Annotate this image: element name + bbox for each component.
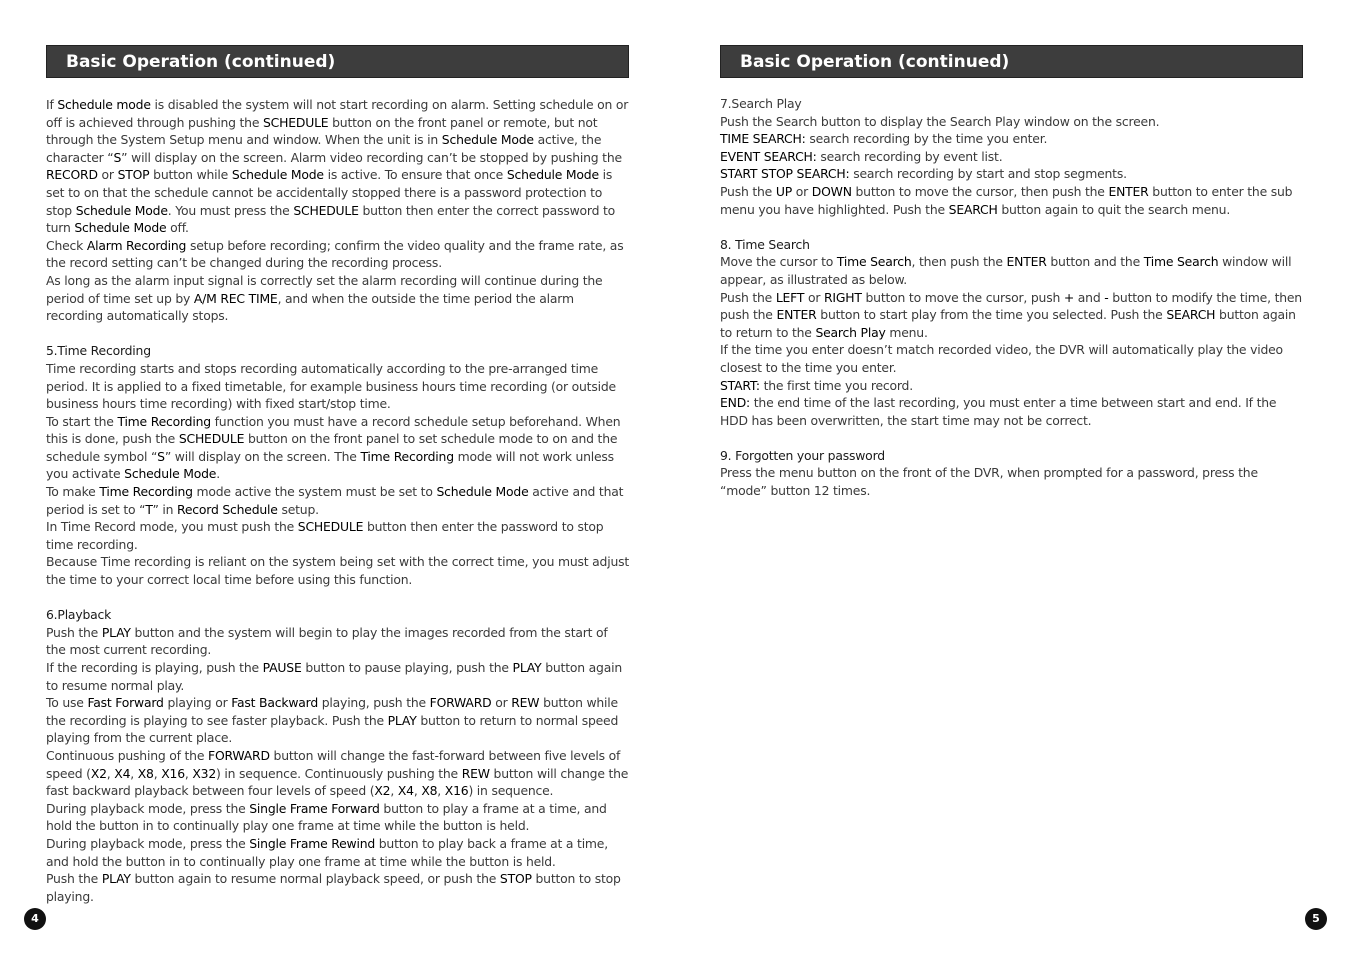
text-run: If the time you enter doesn’t match recorded video, the DVR will automatically play the video closest to the time you enter. bbox=[720, 342, 1283, 375]
text-run: , bbox=[413, 783, 422, 799]
emphasized-term: STOP bbox=[117, 167, 150, 183]
text-run: playing or bbox=[163, 695, 232, 711]
paragraph bbox=[46, 413, 631, 483]
text-run: Push the bbox=[46, 624, 102, 640]
text-run: playing, push the bbox=[318, 695, 430, 711]
emphasized-term: FORWARD bbox=[429, 695, 492, 711]
paragraph bbox=[46, 659, 631, 694]
text-run: button to play back a frame at a time, and hold the button in to continually play one frame at time while the button is held. bbox=[46, 835, 608, 869]
text-run: button to move the cursor, then push the bbox=[851, 183, 1109, 199]
paragraph bbox=[46, 237, 631, 272]
text-run: Push the bbox=[720, 289, 776, 305]
paragraph bbox=[720, 148, 1305, 166]
emphasized-term: X16 bbox=[161, 765, 185, 781]
text-run: button while the recording is playing to see faster playback. Push the bbox=[46, 695, 618, 728]
emphasized-term: UP bbox=[775, 183, 792, 199]
paragraph bbox=[46, 800, 631, 835]
section-heading bbox=[720, 447, 1305, 465]
paragraph bbox=[46, 624, 631, 659]
text-run: In Time Record mode, you must push the bbox=[46, 519, 298, 535]
paragraph bbox=[720, 289, 1305, 342]
text-run: function you must have a record schedule setup beforehand. When this is done, push the bbox=[46, 413, 621, 447]
emphasized-term: PLAY bbox=[387, 712, 417, 728]
text-run: or bbox=[804, 289, 825, 305]
text-run: If bbox=[46, 97, 58, 112]
emphasized-term: EVENT SEARCH: bbox=[720, 148, 817, 164]
text-run: , bbox=[130, 765, 138, 781]
text-run: 9. Forgotten your password bbox=[720, 447, 885, 463]
emphasized-term: X2 bbox=[90, 765, 107, 781]
paragraph bbox=[720, 253, 1305, 288]
text-run: menu. bbox=[885, 324, 928, 340]
text-run: button on the front panel to set schedule mode to on and the schedule symbol “ bbox=[46, 431, 618, 464]
paragraph bbox=[46, 272, 631, 325]
emphasized-term: X2 bbox=[374, 783, 391, 799]
emphasized-term: Schedule Mode bbox=[441, 132, 534, 148]
text-run: 6.Playback bbox=[46, 607, 112, 623]
text-run: Check bbox=[46, 237, 87, 253]
emphasized-term: Single Frame Rewind bbox=[249, 835, 376, 851]
text-run: button will change the fast-forward between five levels of speed ( bbox=[46, 747, 621, 781]
emphasized-term: Schedule Mode bbox=[231, 167, 324, 183]
paragraph bbox=[720, 341, 1305, 376]
emphasized-term: X32 bbox=[192, 765, 217, 781]
text-run: During playback mode, press the bbox=[46, 800, 250, 816]
emphasized-term: Fast Backward bbox=[231, 695, 319, 711]
text-run: off. bbox=[166, 220, 189, 236]
emphasized-term: Time Search bbox=[1143, 254, 1219, 270]
emphasized-term: S bbox=[113, 149, 122, 165]
text-run: button will change the fast backward playback between four levels of speed ( bbox=[46, 765, 629, 799]
text-run: , and when the outside the time period the alarm recording automatically stops. bbox=[46, 290, 574, 324]
text-run: Press the menu button on the front of the DVR, when prompted for a password, press the “mode” button 12 times. bbox=[720, 465, 1258, 499]
text-run: mode will not work unless you activate bbox=[46, 448, 614, 482]
text-run: Push the bbox=[720, 183, 776, 199]
emphasized-term: T bbox=[145, 501, 153, 517]
text-run: button to start play from the time you selected. Push the bbox=[816, 307, 1167, 323]
paragraph bbox=[720, 165, 1305, 183]
emphasized-term: Schedule mode bbox=[57, 97, 151, 112]
section-header: Basic Operation (continued) bbox=[46, 45, 629, 78]
emphasized-term: SCHEDULE bbox=[297, 519, 364, 535]
section-heading bbox=[46, 606, 631, 624]
text-run: button again to return to the bbox=[720, 307, 1296, 340]
emphasized-term: SCHEDULE bbox=[263, 114, 329, 130]
paragraph bbox=[46, 694, 631, 747]
text-run: ” in bbox=[152, 501, 178, 517]
text-run: Continuous pushing of the bbox=[46, 747, 209, 763]
text-run: To make bbox=[46, 484, 100, 500]
text-run: , bbox=[153, 765, 162, 781]
emphasized-term: Time Recording bbox=[360, 448, 454, 464]
text-run: 5.Time Recording bbox=[46, 343, 151, 359]
paragraph bbox=[720, 113, 1305, 131]
emphasized-term: Alarm Recording bbox=[86, 237, 187, 253]
paragraph bbox=[720, 377, 1305, 395]
text-run: button while bbox=[149, 167, 232, 183]
emphasized-term: SEARCH bbox=[1166, 307, 1216, 323]
text-run: button to pause playing, push the bbox=[301, 660, 513, 675]
paragraph bbox=[46, 360, 631, 413]
emphasized-term: TIME SEARCH: bbox=[720, 131, 806, 147]
paragraph bbox=[720, 394, 1305, 429]
emphasized-term: X8 bbox=[137, 765, 154, 781]
emphasized-term: Fast Forward bbox=[87, 695, 164, 711]
emphasized-term: PAUSE bbox=[262, 660, 302, 675]
emphasized-term: X8 bbox=[421, 783, 438, 799]
emphasized-term: ENTER bbox=[1108, 183, 1149, 199]
text-run: or bbox=[97, 167, 118, 183]
text-run: the first time you record. bbox=[759, 377, 913, 393]
text-run: button on the front panel or remote, but not through the System Setup menu and window. When the unit is in bbox=[46, 114, 598, 148]
emphasized-term: SEARCH bbox=[948, 201, 998, 217]
text-run: ) in sequence. bbox=[468, 783, 554, 799]
paragraph bbox=[720, 95, 1305, 113]
paragraph bbox=[720, 464, 1305, 499]
text-run: 8. Time Search bbox=[720, 236, 810, 252]
emphasized-term: Time Recording bbox=[99, 484, 193, 500]
text-run: Because Time recording is reliant on the system being set with the correct time, you must adjust the time to your correct local time before using this function. bbox=[46, 554, 630, 588]
text-run: button and the bbox=[1046, 254, 1144, 270]
emphasized-term: X4 bbox=[397, 783, 414, 799]
emphasized-term: END: bbox=[720, 395, 751, 411]
emphasized-term: Single Frame Forward bbox=[249, 800, 380, 816]
text-run: and bbox=[1074, 289, 1105, 305]
emphasized-term: STOP bbox=[499, 871, 532, 887]
text-run: , bbox=[437, 783, 445, 799]
paragraph bbox=[720, 183, 1305, 218]
emphasized-term: REW bbox=[461, 765, 490, 781]
right-page-body bbox=[720, 95, 1305, 500]
emphasized-term: FORWARD bbox=[208, 747, 270, 763]
emphasized-term: X4 bbox=[114, 765, 131, 781]
emphasized-term: PLAY bbox=[101, 871, 131, 887]
emphasized-term: Time Search bbox=[836, 254, 912, 270]
text-run: button to play a frame at a time, and hold the button in to continually play one frame at time while the button is held. bbox=[46, 800, 607, 834]
emphasized-term: Schedule Mode bbox=[506, 167, 599, 183]
emphasized-term: X16 bbox=[444, 783, 469, 799]
text-run: the end time of the last recording, you must enter a time between start and end. If the HDD has been overwritten, the start time may not be correct. bbox=[720, 395, 1277, 428]
paragraph bbox=[46, 483, 631, 518]
emphasized-term: - bbox=[1104, 289, 1109, 305]
emphasized-term: Schedule Mode bbox=[75, 202, 168, 218]
emphasized-term: Schedule Mode bbox=[124, 466, 217, 482]
emphasized-term: START: bbox=[720, 377, 760, 393]
text-run: is set to on that the schedule cannot be accidentally stopped there is a password protection to stop bbox=[46, 167, 613, 218]
emphasized-term: Search Play bbox=[815, 324, 886, 340]
text-run: is disabled the system will not start recording on alarm. Setting schedule on or off is achieved through pushing the bbox=[46, 97, 629, 130]
text-run: setup. bbox=[277, 501, 319, 517]
text-run: button then enter the password to stop time recording. bbox=[46, 519, 604, 552]
paragraph bbox=[720, 130, 1305, 148]
text-run: or bbox=[491, 695, 512, 711]
paragraph bbox=[46, 518, 631, 553]
paragraph bbox=[46, 96, 631, 237]
text-run: As long as the alarm input signal is correctly set the alarm recording will continue during the period of time set up by bbox=[46, 272, 603, 306]
text-run: button to stop playing. bbox=[46, 871, 621, 904]
text-run: setup before recording; confirm the video quality and the frame rate, as the record setting can’t be changed during the recording process. bbox=[46, 237, 624, 271]
paragraph bbox=[46, 835, 631, 870]
text-run: active and that period is set to “ bbox=[46, 484, 624, 517]
text-run: button again to quit the search menu. bbox=[997, 201, 1231, 217]
emphasized-term: PLAY bbox=[101, 624, 131, 640]
text-run: Push the bbox=[46, 871, 102, 887]
emphasized-term: DOWN bbox=[811, 183, 852, 199]
text-run: mode active the system must be set to bbox=[192, 484, 437, 500]
paragraph bbox=[46, 553, 631, 588]
text-run: search recording by the time you enter. bbox=[805, 131, 1048, 147]
text-run: ) in sequence. Continuously pushing the bbox=[216, 765, 462, 781]
emphasized-term: S bbox=[157, 448, 165, 464]
emphasized-term: START STOP SEARCH: bbox=[720, 166, 850, 182]
emphasized-term: A/M REC TIME bbox=[193, 290, 278, 306]
section-heading bbox=[46, 342, 631, 360]
text-run: is active. To ensure that once bbox=[323, 167, 507, 183]
text-run: , then push the bbox=[911, 254, 1007, 270]
text-run: Move the cursor to bbox=[720, 254, 837, 270]
text-run: or bbox=[791, 183, 812, 199]
emphasized-term: RECORD bbox=[46, 167, 98, 183]
text-run: . bbox=[216, 466, 220, 482]
paragraph bbox=[46, 747, 631, 800]
section-heading bbox=[720, 236, 1305, 254]
page-number-badge: 5 bbox=[1305, 908, 1327, 930]
emphasized-term: ENTER bbox=[1006, 254, 1047, 270]
text-run: button again to resume normal play. bbox=[46, 660, 622, 693]
emphasized-term: RIGHT bbox=[824, 289, 862, 305]
text-run: window will appear, as illustrated as below. bbox=[720, 254, 1292, 287]
text-run: To start the bbox=[46, 413, 118, 429]
text-run: button to move the cursor, push bbox=[861, 289, 1064, 305]
emphasized-term: Record Schedule bbox=[177, 501, 278, 517]
text-run: , bbox=[106, 765, 115, 781]
emphasized-term: Time Recording bbox=[117, 413, 211, 429]
text-run: If the recording is playing, push the bbox=[46, 660, 263, 675]
emphasized-term: SCHEDULE bbox=[178, 431, 245, 447]
text-run: To use bbox=[46, 695, 88, 711]
text-run: button to return to normal speed playing from the current place. bbox=[46, 712, 619, 746]
emphasized-term: + bbox=[1063, 289, 1075, 305]
text-run: active, the character “ bbox=[46, 132, 602, 165]
left-page-body bbox=[46, 96, 631, 905]
text-run: button to enter the sub menu you have highlighted. Push the bbox=[720, 183, 1293, 217]
text-run: button and the system will begin to play the images recorded from the start of the most current recording. bbox=[46, 624, 608, 658]
text-run: . You must press the bbox=[167, 202, 294, 218]
paragraph bbox=[46, 870, 631, 905]
text-run: button then enter the correct password to turn bbox=[46, 202, 616, 236]
emphasized-term: PLAY bbox=[512, 660, 542, 675]
emphasized-term: REW bbox=[511, 695, 540, 711]
emphasized-term: LEFT bbox=[775, 289, 805, 305]
text-run: button again to resume normal playback speed, or push the bbox=[130, 871, 500, 887]
text-run: Time recording starts and stops recording automatically according to the pre-arranged time period. It is applied to a fixed timetable, for example business hours time recording (or outside business hours time recording) with fixed start/stop time. bbox=[46, 360, 616, 412]
text-run: , bbox=[390, 783, 398, 799]
text-run: During playback mode, press the bbox=[46, 835, 250, 851]
emphasized-term: ENTER bbox=[776, 307, 817, 323]
text-run: , bbox=[184, 765, 193, 781]
text-run: Push the Search button to display the Search Play window on the screen. bbox=[720, 113, 1160, 129]
emphasized-term: SCHEDULE bbox=[293, 202, 359, 218]
emphasized-term: Schedule Mode bbox=[436, 484, 529, 500]
text-run: search recording by event list. bbox=[816, 148, 1003, 164]
page-number-badge: 4 bbox=[24, 908, 46, 930]
section-header: Basic Operation (continued) bbox=[720, 45, 1303, 78]
text-run: search recording by start and stop segments. bbox=[849, 166, 1127, 182]
text-run: button to modify the time, then push the bbox=[720, 289, 1302, 323]
text-run: ” will display on the screen. The bbox=[164, 448, 361, 464]
emphasized-term: Schedule Mode bbox=[74, 220, 167, 236]
text-run: ” will display on the screen. Alarm video recording can’t be stopped by pushing the bbox=[121, 149, 622, 165]
text-run: 7.Search Play bbox=[720, 96, 802, 111]
